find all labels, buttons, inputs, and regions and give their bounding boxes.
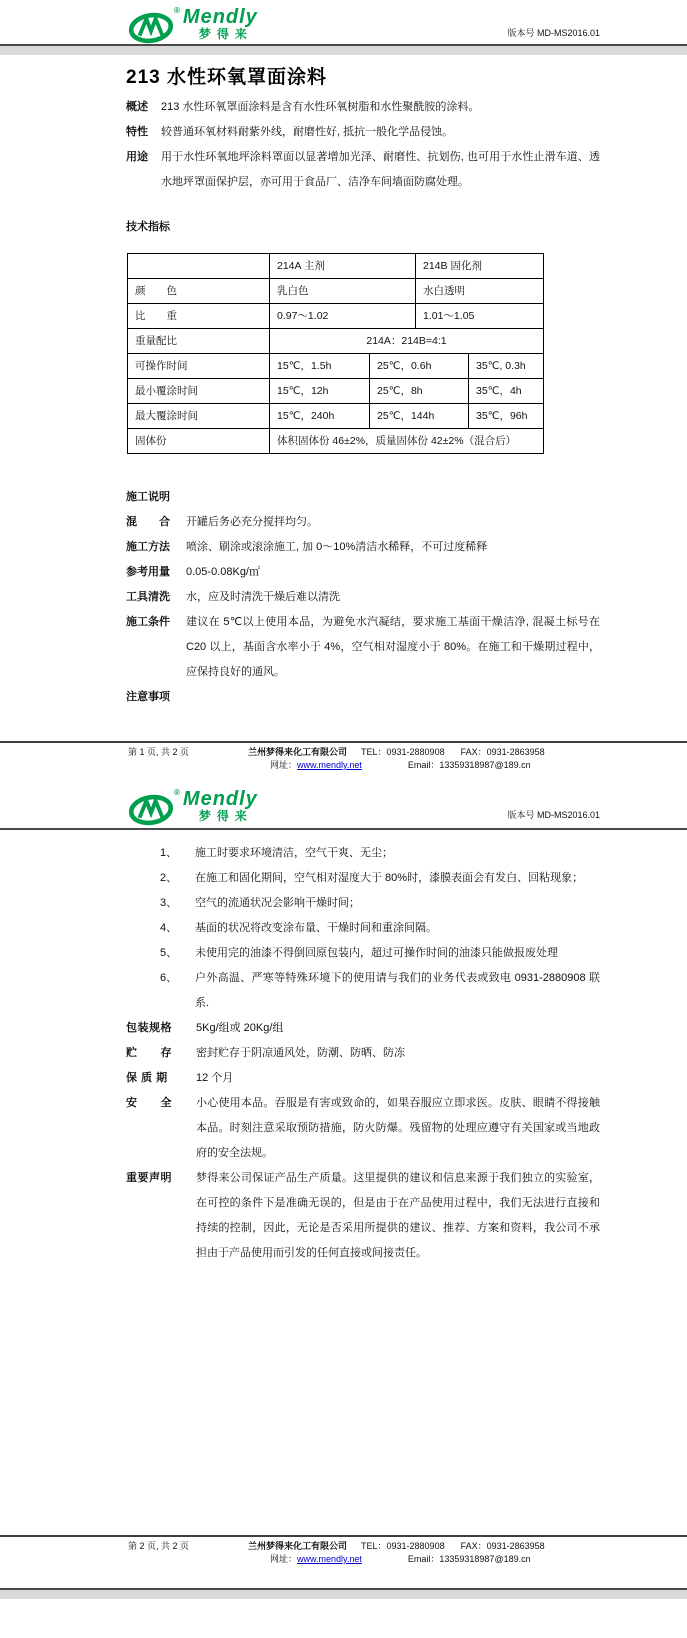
construction-row-mixing bbox=[126, 510, 600, 535]
page-2 bbox=[0, 778, 687, 1588]
mendly-emblem-icon bbox=[128, 792, 174, 833]
intro-label: 概述 bbox=[126, 101, 148, 113]
list-item bbox=[126, 966, 600, 1016]
table-cell: 214A：214B=4:1 bbox=[269, 329, 543, 353]
construction-label: 混 合 bbox=[126, 516, 170, 528]
table-cell: 1.01～1.05 bbox=[415, 304, 543, 328]
field-row-safety bbox=[126, 1091, 600, 1166]
table-cell: 固体份 bbox=[135, 435, 167, 447]
page-number: 第 1 页, 共 2 页 bbox=[128, 747, 190, 757]
footer-line2 bbox=[270, 759, 687, 772]
construction-text: 水，应及时清洗干燥后难以清洗 bbox=[186, 591, 340, 603]
item-number: 6、 bbox=[160, 972, 178, 984]
item-number: 3、 bbox=[160, 897, 178, 909]
table-cell: 体积固体份 46±2%，质量固体份 42±2%（混合后） bbox=[269, 429, 543, 453]
intro-text: 213 水性环氧罩面涂料是含有水性环氧树脂和水性聚酰胺的涂料。 bbox=[161, 101, 480, 113]
field-label: 贮 存 bbox=[126, 1047, 172, 1059]
field-label: 保 质 期 bbox=[126, 1072, 168, 1084]
notes-list bbox=[126, 841, 600, 1016]
company-name: 兰州梦得来化工有限公司 bbox=[248, 747, 348, 757]
registered-mark: ® bbox=[174, 788, 180, 797]
table-cell: 15℃，1.5h bbox=[269, 354, 369, 378]
field-text: 5Kg/组或 20Kg/组 bbox=[196, 1022, 284, 1034]
page2-header bbox=[0, 778, 687, 826]
table-cell: 0.97～1.02 bbox=[269, 304, 415, 328]
company-tel: TEL：0931-2880908 bbox=[361, 747, 445, 757]
item-text: 户外高温、严寒等特殊环境下的使用请与我们的业务代表或致电 0931-2880908 联系. bbox=[195, 972, 600, 1009]
table-cell: 水白透明 bbox=[415, 279, 543, 303]
construction-label: 施工条件 bbox=[126, 616, 170, 628]
brand-name-cn: 梦得来 bbox=[198, 809, 253, 823]
field-text: 密封贮存于阴凉通风处，防潮、防晒、防冻 bbox=[196, 1047, 405, 1059]
table-cell: 35℃, 0.3h bbox=[468, 354, 543, 378]
table-cell: 214A 主剂 bbox=[269, 254, 415, 278]
field-row-storage bbox=[126, 1041, 600, 1066]
website-link[interactable]: www.mendly.net bbox=[297, 760, 362, 770]
table-row bbox=[128, 403, 543, 428]
intro-label: 特性 bbox=[126, 126, 148, 138]
page2-footer bbox=[0, 1535, 687, 1566]
construction-label: 参考用量 bbox=[126, 566, 170, 578]
construction-row-dosage bbox=[126, 560, 600, 585]
version-label: 版本号 MD-MS2016.01 bbox=[507, 28, 600, 38]
table-cell: 15℃，240h bbox=[269, 404, 369, 428]
table-cell: 35℃，96h bbox=[468, 404, 543, 428]
registered-mark: ® bbox=[174, 6, 180, 15]
table-cell: 214B 固化剂 bbox=[415, 254, 543, 278]
brand-logo bbox=[128, 790, 687, 833]
list-item bbox=[126, 841, 600, 866]
table-cell: 25℃，144h bbox=[369, 404, 468, 428]
company-email: Email：13359318987@189.cn bbox=[407, 1554, 531, 1564]
field-row-shelf-life bbox=[126, 1066, 600, 1091]
brand-logo bbox=[128, 8, 687, 51]
table-cell: 重量配比 bbox=[135, 335, 177, 347]
page-1 bbox=[0, 0, 687, 778]
brand-name-cn: 梦得来 bbox=[198, 27, 253, 41]
list-item bbox=[126, 891, 600, 916]
intro-text: 用于水性环氧地坪涂料罩面以显著增加光泽、耐磨性、抗划伤, 也可用于水性止滑车道、透水地坪罩面保护层，亦可用于食品厂、洁净车间墙面防腐处理。 bbox=[161, 151, 600, 188]
table-cell: 25℃，8h bbox=[369, 379, 468, 403]
table-cell: 可操作时间 bbox=[135, 360, 188, 372]
website-label: 网址： bbox=[270, 1554, 298, 1564]
field-label: 包装规格 bbox=[126, 1022, 172, 1034]
table-cell: 35℃，4h bbox=[468, 379, 543, 403]
construction-text: 开罐后务必充分搅拌均匀。 bbox=[186, 516, 318, 528]
page-number: 第 2 页, 共 2 页 bbox=[128, 1541, 190, 1551]
page1-content bbox=[0, 95, 687, 710]
field-text: 梦得来公司保证产品生产质量。这里提供的建议和信息来源于我们独立的实验室，在可控的条件下是准确无误的，但是由于在产品使用过程中，我们无法进行直接和持续的控制，因此，无论是否采用所提供的建议、推荐、方案和资料，我公司不承担由于产品使用而引发的任何直接或间接责任。 bbox=[196, 1172, 600, 1259]
website-link[interactable]: www.mendly.net bbox=[297, 1554, 362, 1564]
intro-label: 用途 bbox=[126, 151, 148, 163]
item-text: 基面的状况将改变涂布量、干燥时间和重涂间隔。 bbox=[195, 922, 437, 934]
table-cell: 25℃，0.6h bbox=[369, 354, 468, 378]
construction-text: 建议在 5℃以上使用本品，为避免水汽凝结，要求施工基面干燥洁净, 混凝土标号在 C20 以上，基面含水率小于 4%，空气相对湿度小于 80%。在施工和干燥期过程中，应保持良好的通风。 bbox=[186, 616, 600, 678]
field-text: 12 个月 bbox=[196, 1072, 234, 1084]
tech-specs-heading: 技术指标 bbox=[126, 221, 170, 233]
brand-name-en: Mendly bbox=[182, 788, 258, 810]
field-text: 小心使用本品。吞服是有害或致命的，如果吞服应立即求医。皮肤、眼睛不得接触本品。时刻注意采取预防措施，防火防爆。残留物的处理应遵守有关国家或当地政府的安全法规。 bbox=[196, 1097, 600, 1159]
intro-row-usage bbox=[126, 145, 600, 195]
company-fax: FAX：0931-2863958 bbox=[460, 747, 545, 757]
table-cell: 最大覆涂时间 bbox=[135, 410, 198, 422]
doc-title: 213 水性环氧罩面涂料 bbox=[126, 67, 327, 88]
construction-label: 工具清洗 bbox=[126, 591, 170, 603]
table-row bbox=[128, 303, 543, 328]
construction-row-method bbox=[126, 535, 600, 560]
construction-heading: 施工说明 bbox=[126, 491, 170, 503]
brand-text bbox=[183, 8, 258, 41]
table-cell: 最小覆涂时间 bbox=[135, 385, 198, 397]
item-text: 在施工和固化期间，空气相对湿度大于 80%时，漆膜表面会有发白、回粘现象； bbox=[195, 872, 584, 884]
table-cell: 颜 色 bbox=[135, 285, 177, 297]
notes-heading: 注意事项 bbox=[126, 691, 170, 703]
footer-line2 bbox=[270, 1553, 687, 1566]
intro-row-overview bbox=[126, 95, 600, 120]
item-text: 施工时要求环境清洁，空气干爽、无尘； bbox=[195, 847, 393, 859]
page1-footer bbox=[0, 741, 687, 772]
company-fax: FAX：0931-2863958 bbox=[460, 1541, 545, 1551]
website-field bbox=[270, 1553, 362, 1566]
table-cell: 乳白色 bbox=[269, 279, 415, 303]
footer-line1 bbox=[0, 1540, 687, 1553]
field-row-packaging bbox=[126, 1016, 600, 1041]
item-text: 未使用完的油漆不得倒回原包装内，超过可操作时间的油漆只能做报废处理 bbox=[195, 947, 558, 959]
table-cell: 比 重 bbox=[135, 310, 177, 322]
item-number: 4、 bbox=[160, 922, 178, 934]
table-row bbox=[128, 254, 543, 278]
table-cell: 15℃，12h bbox=[269, 379, 369, 403]
item-number: 2、 bbox=[160, 872, 178, 884]
version-label: 版本号 MD-MS2016.01 bbox=[507, 810, 600, 820]
construction-row-cleaning bbox=[126, 585, 600, 610]
brand-name-en: Mendly bbox=[182, 6, 258, 28]
page-bottom-separator-band bbox=[0, 1588, 687, 1599]
table-row bbox=[128, 378, 543, 403]
tech-table bbox=[127, 253, 544, 454]
intro-row-features bbox=[126, 120, 600, 145]
bottom-whitespace bbox=[0, 1599, 687, 1638]
table-row bbox=[128, 328, 543, 353]
table-row bbox=[128, 353, 543, 378]
table-row bbox=[128, 278, 543, 303]
list-item bbox=[126, 866, 600, 891]
footer-line1 bbox=[0, 746, 687, 759]
table-cell bbox=[128, 254, 269, 278]
list-item bbox=[126, 941, 600, 966]
construction-label: 施工方法 bbox=[126, 541, 170, 553]
company-tel: TEL：0931-2880908 bbox=[361, 1541, 445, 1551]
intro-text: 较普通环氧材料耐紫外线，耐磨性好, 抵抗一般化学品侵蚀。 bbox=[161, 126, 454, 138]
mendly-emblem-icon bbox=[128, 10, 174, 51]
company-name: 兰州梦得来化工有限公司 bbox=[248, 1541, 348, 1551]
company-email: Email：13359318987@189.cn bbox=[407, 760, 531, 770]
construction-row-conditions bbox=[126, 610, 600, 685]
brand-text bbox=[183, 790, 258, 823]
item-number: 1、 bbox=[160, 847, 178, 859]
page1-header bbox=[0, 0, 687, 44]
construction-text: 0.05-0.08Kg/㎡ bbox=[186, 566, 260, 578]
item-text: 空气的流通状况会影响干燥时间； bbox=[195, 897, 360, 909]
page2-content bbox=[0, 841, 687, 1266]
list-item bbox=[126, 916, 600, 941]
field-label: 安 全 bbox=[126, 1097, 172, 1109]
item-number: 5、 bbox=[160, 947, 178, 959]
field-label: 重要声明 bbox=[126, 1172, 172, 1184]
website-label: 网址： bbox=[270, 760, 298, 770]
table-row bbox=[128, 428, 543, 453]
construction-text: 喷涂、刷涂或滚涂施工, 加 0～10%清洁水稀释，不可过度稀释 bbox=[186, 541, 488, 553]
website-field bbox=[270, 759, 362, 772]
field-row-disclaimer bbox=[126, 1166, 600, 1266]
